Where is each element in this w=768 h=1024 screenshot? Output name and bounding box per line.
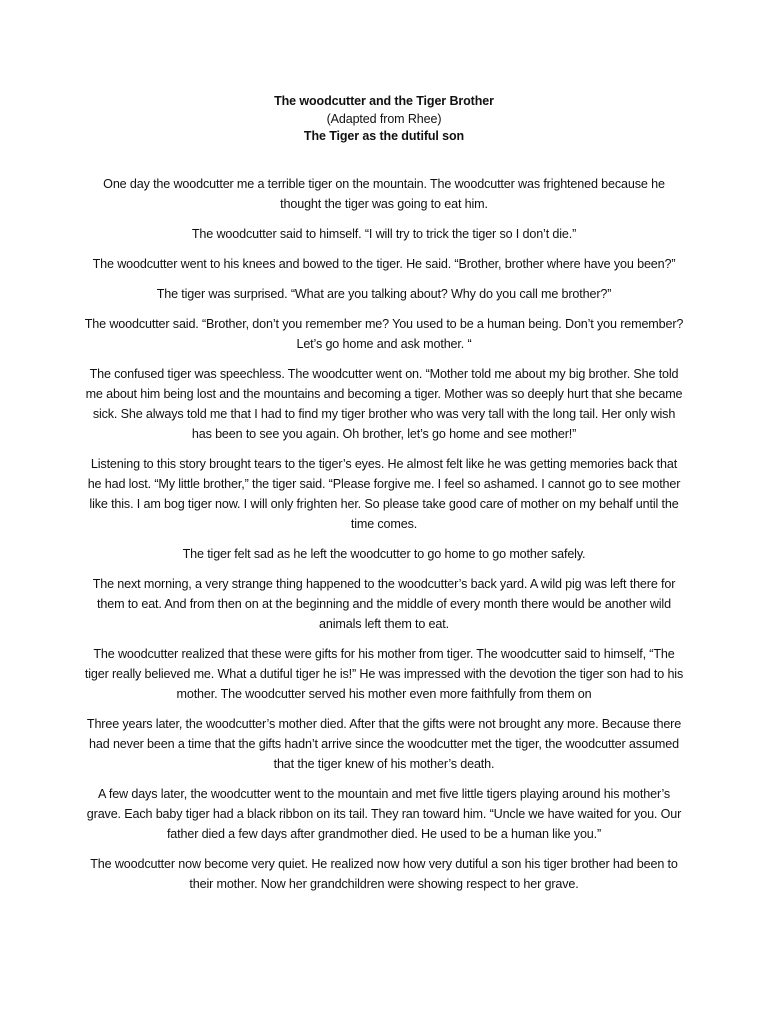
paragraph: One day the woodcutter me a terrible tiger on the mountain. The woodcutter was frightened because he thought the tiger was going to eat him. xyxy=(103,177,665,211)
paragraph: The woodcutter went to his knees and bowed to the tiger. He said. “Brother, brother where have you been?” xyxy=(92,257,676,271)
paragraph: The tiger was surprised. “What are you talking about? Why do you call me brother?” xyxy=(156,287,612,301)
document-body xyxy=(84,174,684,904)
paragraph: Listening to this story brought tears to the tiger’s eyes. He almost felt like he was getting memories back that he had lost. “My little brother,” the tiger said. “Please forgive me. I feel so ashamed. I cannot go to see mother like this. I am bog tiger now. I will only frighten her. So please take good care of mother on my behalf until the time comes. xyxy=(87,457,681,531)
paragraph: The confused tiger was speechless. The woodcutter went on. “Mother told me about my big brother. She told me about him being lost and the mountains and becoming a tiger. Mother was so deeply hurt that she became sick. She always told me that I had to find my tiger brother who was very tall with the long tail. Her only wish has been to see you again. Oh brother, let’s go home and see mother!” xyxy=(85,367,683,441)
document-header xyxy=(0,93,768,146)
document-heading: The Tiger as the dutiful son xyxy=(303,129,465,143)
paragraph: The woodcutter now become very quiet. He realized now how very dutiful a son his tiger brother had been to their mother. Now her grandchildren were showing respect to her grave. xyxy=(90,857,678,891)
paragraph: The woodcutter said to himself. “I will try to trick the tiger so I don’t die.” xyxy=(191,227,577,241)
paragraph: Three years later, the woodcutter’s mother died. After that the gifts were not brought any more. Because there had never been a time that the gifts hadn’t arrive since the woodcutter met the tiger, the woodcutter assumed that the tiger knew of his mother’s death. xyxy=(86,717,682,771)
paragraph: The tiger felt sad as he left the woodcutter to go home to go mother safely. xyxy=(182,547,586,561)
paragraph: The woodcutter realized that these were gifts for his mother from tiger. The woodcutter said to himself, “The tiger really believed me. What a dutiful tiger he is!” He was impressed with the devotion the tiger son had to his mother. The woodcutter served his mother even more faithfully from them on xyxy=(84,647,684,701)
document-subtitle: (Adapted from Rhee) xyxy=(326,111,442,126)
paragraph: The woodcutter said. “Brother, don’t you remember me? You used to be a human being. Don’t you remember? Let’s go home and ask mother. “ xyxy=(84,317,684,351)
paragraph: The next morning, a very strange thing happened to the woodcutter’s back yard. A wild pig was left there for them to eat. And from then on at the beginning and the middle of every month there would be another wild animals left them to eat. xyxy=(92,577,676,631)
document-title: The woodcutter and the Tiger Brother xyxy=(274,94,494,108)
paragraph: A few days later, the woodcutter went to the mountain and met five little tigers playing around his mother’s grave. Each baby tiger had a black ribbon on its tail. They ran toward him. “Uncle we have waited for you. Our father died a few days after grandmother died. He used to be a human like you.” xyxy=(86,787,682,841)
